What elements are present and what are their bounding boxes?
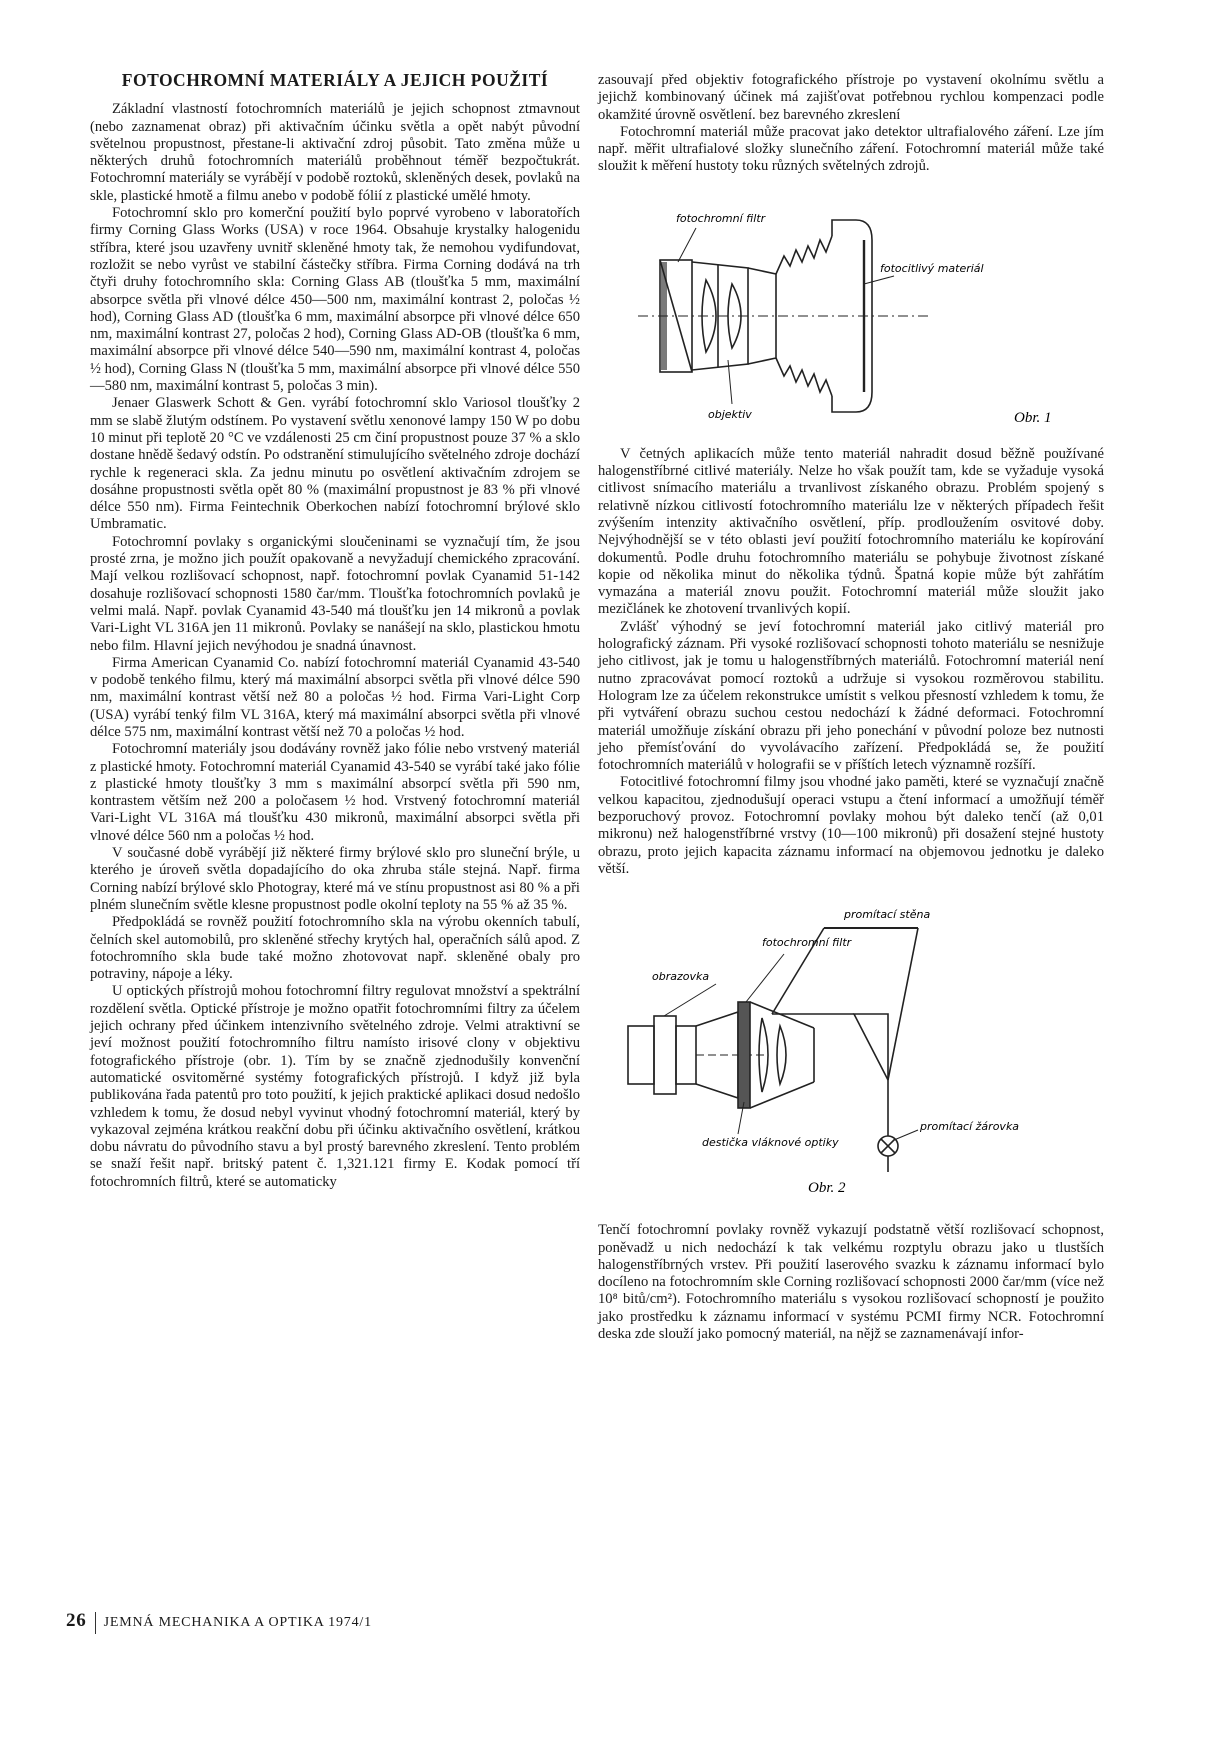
paragraph: Zvlášť výhodný se jeví fotochromní materiál jako citlivý materiál pro holografický záznam. Při vysoké rozlišovací schopnosti tohoto materiálu se nesnižuje jeho citlivost, jak je tomu u halogenstříbrných materiálů. Fotochromní materiál není nutno zpracovávat pomocí roztoků a udržuje si vysokou rozměrovou stabilitu. Hologram lze za účelem rekonstrukce umístit s velkou přesností vzhledem k tomu, že při vytváření obrazu suchou cestou nedochází k žádné deformaci. Fotochromní materiál umožňuje získání obrazu při jeho ponechání v původní poloze bez nutnosti jeho přemísťování do vyvolávacího zařízení. Předpokládá se, že použití fotochromních materiálů v holografii se v příštích letech významně rozšíří. <box>598 618 1104 774</box>
paragraph: zasouvají před objektiv fotografického přístroje po vystavení okolnímu světlu a jejichž kombinovaný účinek má zajišťovat potřebnou rychlou kompenzaci podle okamžité úrovně osvětlení. bez barevného zkreslení <box>598 72 1104 123</box>
paragraph: Firma American Cyanamid Co. nabízí fotochromní materiál Cyanamid 43-540 v podobě tenkého filmu, který má maximální absorpci světla při vlnové délce 590 nm, maximální kontrast větší než 80 a poločas ½ hod. Firma Vari-Light Corp (USA) vyrábí tenký film VL 316A, který má maximální absorpci světla při vlnové délce 575 nm, maximální kontrast větší než 70 a poločas ½ hod. <box>90 654 580 740</box>
paragraph: Předpokládá se rovněž použití fotochromního skla na výrobu okenních tabulí, čelních skel automobilů, pro skleněné střechy krytých hal, operačních sálů apod. Z fotochromního skla bude také možno zhotovovat např. skleněné obaly pro potraviny, nápoje a léky. <box>90 914 580 983</box>
figure-1 <box>598 200 1104 432</box>
page-number: 26 <box>66 1610 87 1631</box>
article-title: FOTOCHROMNÍ MATERIÁLY A JEJICH POUŽITÍ <box>121 70 549 90</box>
figure-2-caption: Obr. 2 <box>808 1180 846 1197</box>
right-column <box>598 72 1104 1343</box>
figure-2-label-tube: obrazovka <box>652 970 710 984</box>
paragraph: Fotochromní materiál může pracovat jako detektor ultrafialového záření. Lze jím např. měřit ultrafialové složky slunečního záření. Fotochromní materiál může také sloužit k měření hustoty toku různých světelných zdrojů. <box>598 123 1104 175</box>
figure-2 <box>598 902 1104 1202</box>
figure-1-label-filter: fotochromní filtr <box>676 211 766 225</box>
paragraph: Fotochromní materiály jsou dodávány rovněž jako fólie nebo vrstvený materiál z plastické hmoty. Fotochromní materiál Cyanamid 43-540 se vyrábí také jako fólie z plastické hmoty tloušťky 3 mm s maximální absorpcí světla při 590 nm, kontrastem větším než 200 a poločasem ½ hod. Vrstvený fotochromní materiál Vari-Light VL 316A má tloušťku 430 mikronů, maximální absorpci světla při vlnové délce 560 nm a poločas ½ hod. <box>90 741 580 844</box>
paragraph: U optických přístrojů mohou fotochromní filtry regulovat množství a spektrální rozdělení světla. Optické přístroje je možno opatřit fotochromními filtry za účelem jejich ochrany před účinkem intenzivního světelného zdroje. Velmi atraktivní se jeví možnost použití fotochromního filtru namísto irisové clony v objektivu fotografického přístroje (obr. 1). Tím by se značně zjednodušily konvenční automatické osvitoměrné systémy fotografických přístrojů. I když již byla publikována řada patentů pro toto použití, k jejich praktické aplikaci dosud nedošlo vzhledem k tomu, že dosud nebyl vyvinut vhodný fotochromní materiál, který by vykazoval zejména krátkou reakční dobu při účinku aktivačního osvětlení, krátkou dobu návratu do původního stavu a byl prostý barevného zkreslení. Tento problém se snaží řešit např. britský patent č. 1,321.121 firmy E. Kodak pomocí tří fotochromních filtrů, které se automaticky <box>90 983 580 1190</box>
paragraph: V současné době vyrábějí již některé firmy brýlové sklo pro sluneční brýle, u kterého je úroveň světla dopadajícího do oka zhruba stále stejná. Např. firma Corning nabízí brýlové sklo Photogray, které má ve stínu propustnost asi 80 % a při plném slunečním světle klesne propustnost podle okolní teploty na 55 % až 35 %. <box>90 845 580 913</box>
figure-2-label-fiber: destička vláknové optiky <box>702 1136 839 1150</box>
figure-1-label-material: fotocitlivý materiál <box>880 261 984 275</box>
paragraph: V četných aplikacích může tento materiál nahradit dosud běžně používané halogenstříbrné citlivé materiály. Nelze ho však použít tam, kde se vyžaduje vysoká citlivost snímacího materiálu a trvanlivost získaného obrazu. Problém spojený s relativně nízkou citlivostí fotochromního materiálu lze v některých případech řešit zvýšením intenzity aktivačního osvětlení, příp. prodloužením osvitové doby. Nejvýhodnější se v této oblasti jeví použití fotochromního materiálu ke kopírování dokumentů. Podle druhu fotochromního materiálu se pohybuje životnost získané kopie od několika minut do několika týdnů. Špatná kopie může být zahřátím vymazána a materiál znovu použit. Fotochromní materiál může sloužit jako mezičlánek ke zhotovení trvanlivých kopií. <box>598 445 1104 618</box>
footer-divider <box>95 1612 96 1634</box>
paragraph: Fotocitlivé fotochromní filmy jsou vhodné jako paměti, které se vyznačují značně velkou kapacitou, zjednodušují operaci vstupu a čtení informací a umožňují téměř bezporuchový provoz. Fotochromní povlaky mohou být daleko tenčí (až 0,01 mikronu) než halogenstříbrné vrstvy (10—100 mikronů) při dosažení stejné hustoty obrazu, proto jejich kapacita záznamu informací na objemovou jednotku je daleko větší. <box>598 774 1104 877</box>
left-column <box>90 72 580 1191</box>
figure-2-label-filter: fotochromní filtr <box>762 936 852 950</box>
figure-1-label-objective: objektiv <box>708 407 752 421</box>
figure-1-drawing <box>598 200 1104 432</box>
figure-2-label-screen: promítací stěna <box>844 908 931 922</box>
figure-1-caption: Obr. 1 <box>1014 409 1052 426</box>
paragraph: Fotochromní povlaky s organickými sloučeninami se vyznačují tím, že jsou prosté zrna, je možno jich použít opakovaně a nevyžadují chemického zpracování. Mají velkou rozlišovací schopnost, např. fotochromní povlak Cyanamid 51-142 dosahuje rozlišovací schopnosti 1580 čar/mm. Tloušťka fotochromních povlaků je velmi malá. Např. povlak Cyanamid 43-540 má tloušťku jen 14 mikronů a povlak Vari-Light VL 316A jen 11 mikronů. Povlaky se nanášejí na sklo, plastickou hmotu nebo film. Hlavní jejich nevýhodou je snadná únavnost. <box>90 533 580 654</box>
figure-2-drawing <box>598 902 1104 1202</box>
page-footer <box>66 1610 372 1634</box>
journal-name: JEMNÁ MECHANIKA A OPTIKA 1974/1 <box>103 1615 372 1630</box>
paragraph: Tenčí fotochromní povlaky rovněž vykazují podstatně větší rozlišovací schopnost, poněvadž u nich nedochází k tak velkému rozptylu obrazu jako u tlustších halogenstříbrných vrstev. Při použití laserového svazku k záznamu informací bylo docíleno na fotochromním skle Corning rozlišovací schopnosti 2000 čar/mm (více než 10⁸ bitů/cm²). Fotochromního materiálu s vysokou rozlišovací schopností je použito jako prostředku k záznamu informací v systému PCMI firmy NCR. Fotochromní deska zde slouží jako pomocný materiál, na nějž se zaznamenávají infor- <box>598 1222 1104 1342</box>
paragraph: Základní vlastností fotochromních materiálů je jejich schopnost ztmavnout (nebo zaznamenat obraz) při aktivačním účinku světla a opět nabýt původní světelnou propustnost, přestane-li aktivační zdroj působit. Tato změna může u některých druhů fotochromních materiálů proběhnout téměř bezpočtukrát. Fotochromní materiály se vyrábějí v podobě roztoků, skleněných desek, povlaků na skle, plastické hmotě a filmu anebo v podobě fólií z plastické umělé hmoty. <box>90 101 580 204</box>
figure-2-label-lamp: promítací žárovka <box>920 1120 1020 1134</box>
paragraph: Fotochromní sklo pro komerční použití bylo poprvé vyrobeno v laboratořích firmy Corning Glass Works (USA) v roce 1964. Obsahuje krystalky halogenidu stříbra, které jsou uzavřeny uvnitř skleněné hmoty tak, že nemohou vydifundovat, rozložit se nebo vyrůst ve stabilní částečky stříbra. Firma Corning dodává na trh čtyři druhy fotochromního skla: Corning Glass AB (tloušťka 5 mm, maximální absorpce světla při vlnové délce 450—500 nm, maximální kontrast 2, poločas ½ hod), Corning Glass AD (tloušťka 6 mm, maximální absorpce při vlnové délce 650 nm, maximální kontrast 27, poločas 2 hod), Corning Glass AD-OB (tloušťka 6 mm, maximální absorpce při vlnové délce 540—590 nm, maximální kontrast 4, poločas ½ hod), Corning Glass N (tloušťka 5 mm, maximální absorpce při vlnové délce 550—580 nm, maximální kontrast 5, poločas 3 min). <box>90 205 580 395</box>
paragraph: Jenaer Glaswerk Schott & Gen. vyrábí fotochromní sklo Variosol tloušťky 2 mm se slabě žlutým odstínem. Po vystavení světlu xenonové lampy 150 W po dobu 10 minut při teplotě 20 °C ve vzdálenosti 25 cm činí propustnost pouze 37 % a sklo dostane hnědě šedavý odstín. Po odstranění stimulujícího světelného zdroje dochází rychle k regeneraci skla. Za jednu minutu po osvětlení aktivačním zdrojem se dosáhne propustnosti světla opět 80 % (maximální propustnost je 83 % při vlnové délce 550 nm). Firma Feintechnik Oberkochen nabízí fotochromní brýlové sklo Umbramatic. <box>90 395 580 533</box>
